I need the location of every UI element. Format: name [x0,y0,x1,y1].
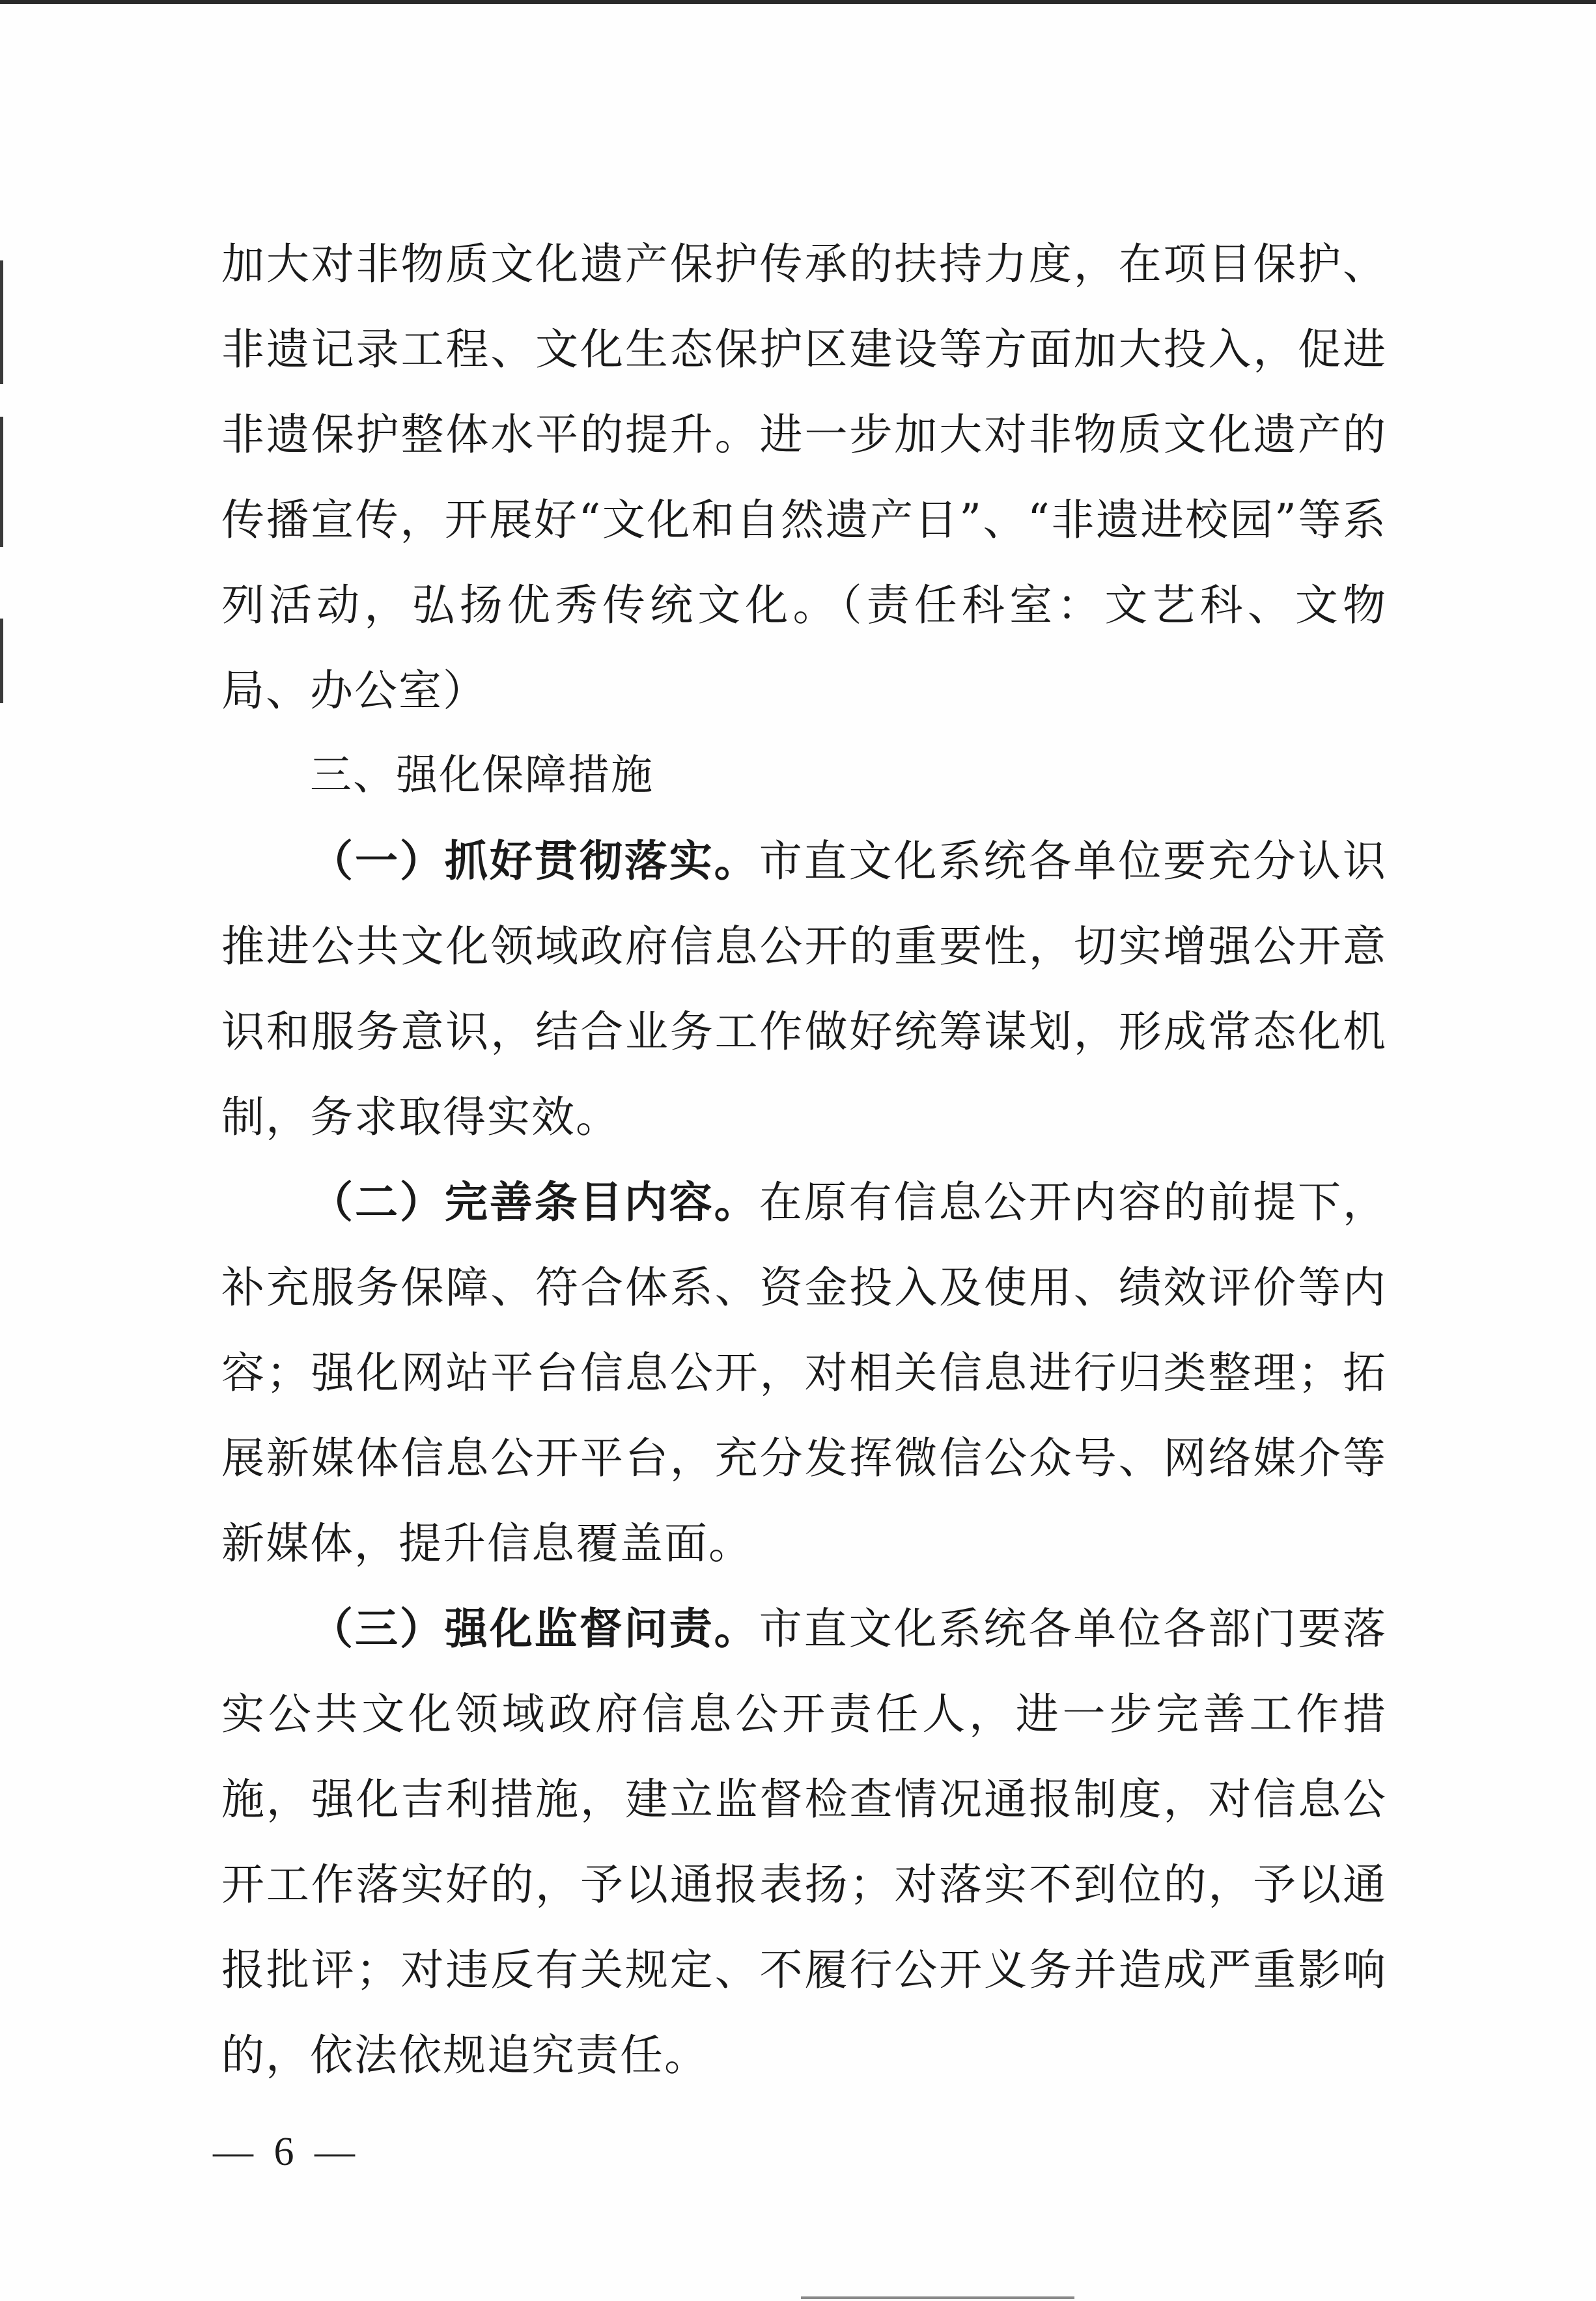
scan-left-edge-mark [0,417,3,547]
scan-left-edge-mark [0,619,3,703]
subsection-lead: （二）完善条目内容。 [310,1177,759,1227]
paragraph [221,818,1387,1160]
subsection-body: 市直文化系统各单位要充分认识推进公共文化领域政府信息公开的重要性，切实增强公开意识和服务意识，结合业务工作做好统筹谋划，形成常态化机制，务求取得实效。 [221,836,1388,1142]
subsection-lead: （三）强化监督问责。 [310,1603,759,1654]
scan-bottom-mark [801,2296,1074,2299]
subsection-lead: （一）抓好贯彻落实。 [310,835,759,886]
subsection-body: 市直文化系统各单位各部门要落实公共文化领域政府信息公开责任人，进一步完善工作措施，强化吉利措施，建立监督检查情况通报制度，对信息公开工作落实好的，予以通报表扬；对落实不到位的，予以通报批评；对违反有关规定、不履行公开义务并造成严重影响的，依法依规追究责任。 [221,1604,1388,2080]
paragraph [221,1160,1387,1586]
section-heading: 三、强化保障措施 [310,751,654,800]
page-number: — 6 — [213,2130,360,2174]
scan-left-edge-mark [0,260,3,384]
body-text [221,221,1387,2098]
scan-top-border [0,0,1596,4]
paragraph: 加大对非物质文化遗产保护传承的扶持力度，在项目保护、非遗记录工程、文化生态保护区建设等方面加大投入，促进非遗保护整体水平的提升。进一步加大对非物质文化遗产的传播宣传，开展好“文化和自然遗产日”、“非遗进校园”等系列活动，弘扬优秀传统文化。（责任科室：文艺科、文物局、办公室） [221,239,1387,716]
paragraph [221,1586,1387,2098]
subsection-body: 在原有信息公开内容的前提下，补充服务保障、符合体系、资金投入及使用、绩效评价等内容；强化网站平台信息公开，对相关信息进行归类整理；拓展新媒体信息公开平台，充分发挥微信公众号、网络媒介等新媒体，提升信息覆盖面。 [221,1177,1388,1569]
